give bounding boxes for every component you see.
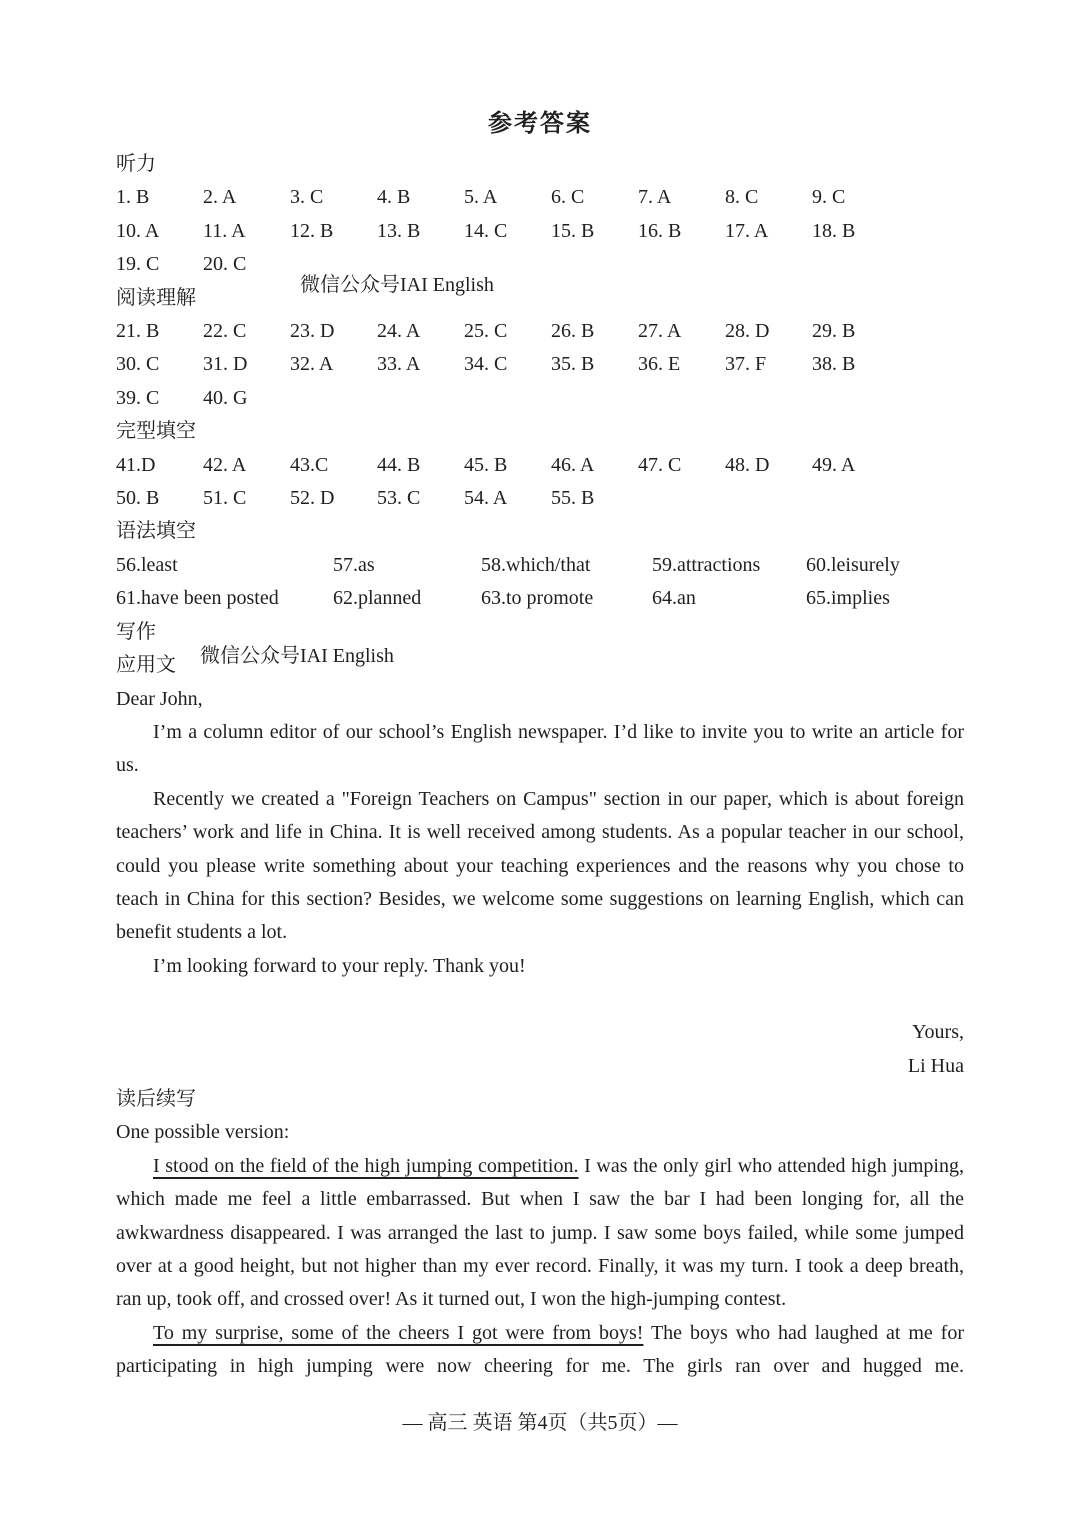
- answer: 20. C: [203, 253, 247, 276]
- letter-signature: Li Hua: [907, 1054, 964, 1077]
- answer: 63.to promote: [481, 587, 594, 610]
- answer: 12. B: [290, 219, 334, 242]
- answer: 59.attractions: [652, 553, 761, 576]
- continuation-paragraph-1: [116, 1150, 964, 1317]
- answer: 62.planned: [333, 587, 422, 610]
- answer: 35. B: [551, 353, 595, 376]
- answer: 38. B: [812, 353, 856, 376]
- answer: 8. C: [725, 186, 759, 209]
- section-heading-grammar: 语法填空: [116, 520, 196, 543]
- answer: 16. B: [638, 219, 682, 242]
- section-heading-reading-row: [116, 273, 964, 315]
- answer: 57.as: [333, 553, 375, 576]
- cloze-answers-row-2: [116, 482, 964, 515]
- answer: 24. A: [377, 320, 421, 343]
- continuation-paragraph-2: [116, 1317, 964, 1384]
- answer: 33. A: [377, 353, 421, 376]
- answer: 23. D: [290, 320, 335, 343]
- answer: 4. B: [377, 186, 411, 209]
- letter-paragraph-3: I’m looking forward to your reply. Thank you!: [153, 954, 526, 977]
- continuation-intro: One possible version:: [116, 1121, 290, 1144]
- section-heading-continuation: 读后续写: [116, 1087, 196, 1110]
- answer: 41.D: [116, 453, 156, 476]
- underlined-topic-sentence: To my surprise, some of the cheers I got were from boys!: [153, 1321, 644, 1344]
- answer: 14. C: [464, 219, 508, 242]
- watermark-text: 微信公众号IAI English: [200, 645, 394, 668]
- underlined-topic-sentence: I stood on the field of the high jumping competition.: [153, 1154, 579, 1177]
- answer: 13. B: [377, 219, 421, 242]
- letter-paragraph-2: Recently we created a "Foreign Teachers on Campus" section in our paper, which is about foreign teachers’ work and life in China. It is well received among students. As a popular teacher in our school, could you please write something about your teaching experiences and the reasons why you chose to teach in China for this section? Besides, we welcome some suggestions on learning English, which can benefit students a lot.: [116, 787, 964, 944]
- answer: 2. A: [203, 186, 237, 209]
- answer: 3. C: [290, 186, 324, 209]
- answer: 10. A: [116, 219, 160, 242]
- answer: 32. A: [290, 353, 334, 376]
- page-title: 参考答案: [488, 111, 592, 137]
- section-heading-reading: 阅读理解: [116, 286, 196, 309]
- answer: 53. C: [377, 487, 421, 510]
- answer: 19. C: [116, 253, 160, 276]
- answer: 58.which/that: [481, 553, 591, 576]
- page-footer: — 高三 英语 第4页（共5页）—: [402, 1412, 678, 1434]
- answer: 9. C: [812, 186, 846, 209]
- grammar-answers-row-1: [116, 549, 964, 582]
- answer: 60.leisurely: [806, 553, 900, 576]
- paragraph-text: The boys who had laughed at me for participating in high jumping were now cheering for me. The girls ran over and hugged me.: [116, 1321, 964, 1378]
- answer: 42. A: [203, 453, 247, 476]
- listening-answers-row-3: [116, 248, 964, 281]
- letter-salutation: Dear John,: [116, 687, 203, 710]
- listening-answers-row-1: [116, 181, 964, 214]
- section-heading-practical-writing-row: [116, 645, 964, 682]
- section-heading-cloze: 完型填空: [116, 420, 196, 443]
- answer: 49. A: [812, 453, 856, 476]
- answer: 36. E: [638, 353, 681, 376]
- letter-paragraph-1: I’m a column editor of our school’s English newspaper. I’d like to invite you to write an article for us.: [116, 720, 964, 777]
- answer: 1. B: [116, 186, 150, 209]
- answer: 47. C: [638, 453, 682, 476]
- answer: 50. B: [116, 487, 160, 510]
- answer: 43.C: [290, 453, 329, 476]
- section-heading-listening: 听力: [116, 153, 156, 175]
- answer: 29. B: [812, 320, 856, 343]
- answer: 28. D: [725, 320, 770, 343]
- answer: 51. C: [203, 487, 247, 510]
- answer: 11. A: [203, 219, 246, 242]
- answer: 65.implies: [806, 587, 890, 610]
- answer: 6. C: [551, 186, 585, 209]
- answer: 44. B: [377, 453, 421, 476]
- cloze-answers-row-1: [116, 449, 964, 482]
- answer: 48. D: [725, 453, 770, 476]
- answer: 64.an: [652, 587, 696, 610]
- answer: 18. B: [812, 219, 856, 242]
- answer: 30. C: [116, 353, 160, 376]
- answer: 55. B: [551, 487, 595, 510]
- section-heading-writing: 写作: [116, 620, 156, 643]
- section-heading-practical-writing: 应用文: [116, 654, 176, 677]
- answer: 25. C: [464, 320, 508, 343]
- answer: 40. G: [203, 386, 248, 409]
- letter-closing: Yours,: [912, 1021, 964, 1044]
- answer: 26. B: [551, 320, 595, 343]
- reading-answers-row-2: [116, 348, 964, 381]
- answer: 34. C: [464, 353, 508, 376]
- answer: 31. D: [203, 353, 248, 376]
- answer: 5. A: [464, 186, 498, 209]
- answer: 27. A: [638, 320, 682, 343]
- listening-answers-row-2: [116, 215, 964, 248]
- answer: 22. C: [203, 320, 247, 343]
- answer: 61.have been posted: [116, 587, 279, 610]
- answer: 52. D: [290, 487, 335, 510]
- watermark-text: 微信公众号IAI English: [300, 273, 494, 296]
- answer: 15. B: [551, 219, 595, 242]
- paragraph-text: I was the only girl who attended high jumping, which made me feel a little embarrassed. But when I saw the bar I had been longing for, all the awkwardness disappeared. I was arranged the last to jump. I saw some boys failed, while some jumped over at a good height, but not higher than my ever record. Finally, it was my turn. I took a deep breath, ran up, took off, and crossed over! As it turned out, I won the high-jumping contest.: [116, 1154, 964, 1311]
- answer: 56.least: [116, 553, 178, 576]
- answer: 45. B: [464, 453, 508, 476]
- answer: 54. A: [464, 487, 508, 510]
- answer: 39. C: [116, 386, 160, 409]
- grammar-answers-row-2: [116, 582, 964, 615]
- answer: 17. A: [725, 219, 769, 242]
- answer: 37. F: [725, 353, 767, 376]
- reading-answers-row-3: [116, 382, 964, 415]
- reading-answers-row-1: [116, 315, 964, 348]
- answer: 21. B: [116, 320, 160, 343]
- answer: 46. A: [551, 453, 595, 476]
- answer: 7. A: [638, 186, 672, 209]
